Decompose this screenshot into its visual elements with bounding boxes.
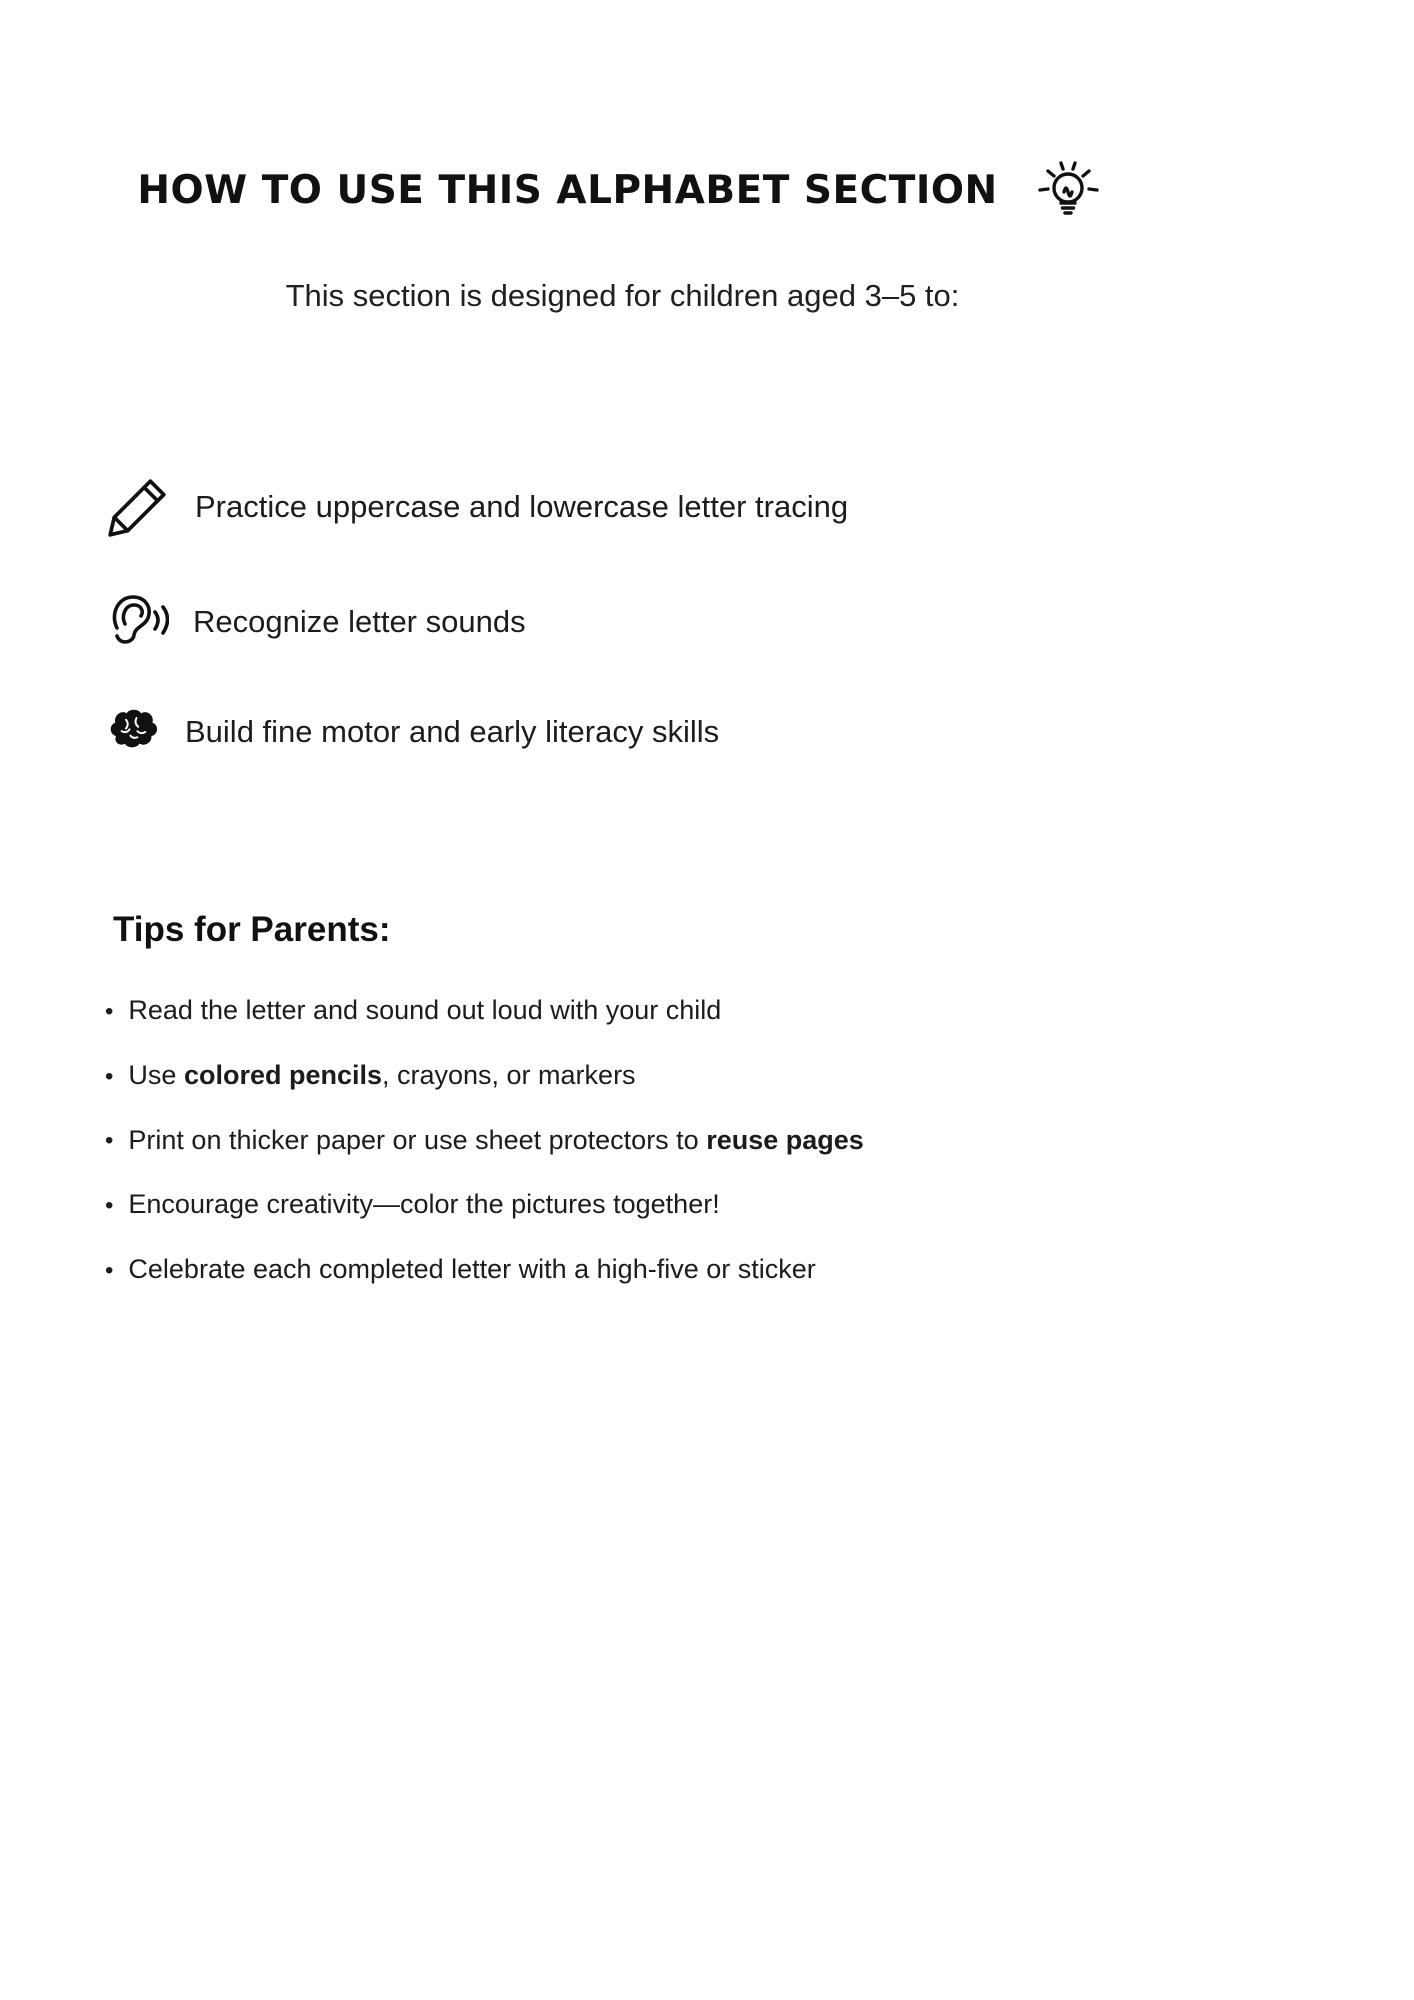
page-subtitle: This section is designed for children aged 3–5 to:: [285, 278, 960, 313]
feature-item-tracing: [105, 474, 1140, 540]
tip-text: Celebrate each completed letter with a high-five or sticker: [128, 1254, 816, 1284]
features-list: [105, 474, 1140, 760]
tips-section: [105, 910, 1140, 1287]
tip-item: [105, 1253, 1140, 1287]
page-title: HOW TO USE THIS ALPHABET SECTION: [137, 167, 998, 213]
feature-item-sounds: [105, 590, 1140, 654]
tips-heading: Tips for Parents:: [113, 910, 391, 949]
bullet-glyph: •: [105, 1062, 114, 1090]
tip-text: Print on thicker paper or use sheet protectors to: [128, 1124, 707, 1155]
feature-label: Practice uppercase and lowercase letter tracing: [195, 489, 849, 524]
tip-text: Encourage creativity—color the pictures together!: [128, 1189, 720, 1220]
tip-item: [105, 994, 1140, 1028]
feature-item-skills: [105, 704, 1140, 760]
pencil-icon: [105, 474, 171, 540]
ear-icon: [105, 590, 169, 654]
tip-item: [105, 1124, 1140, 1158]
tips-list: [105, 994, 1140, 1287]
page-header: [105, 150, 1140, 230]
bullet-glyph: •: [105, 1127, 114, 1155]
content-column: [105, 150, 1140, 1287]
tip-item: [105, 1188, 1140, 1222]
tip-text: Use: [128, 1059, 184, 1090]
tip-text: , crayons, or markers: [382, 1059, 636, 1090]
feature-label: Recognize letter sounds: [193, 604, 526, 639]
brain-icon: [105, 704, 161, 760]
tip-text-bold: reuse pages: [706, 1124, 864, 1155]
tip-item: [105, 1059, 1140, 1093]
tip-text: Read the letter and sound out loud with your child: [128, 995, 722, 1025]
bullet-glyph: •: [105, 1256, 114, 1284]
tip-text-bold: colored pencils: [183, 1059, 382, 1090]
lightbulb-icon: [1028, 150, 1108, 230]
bullet-glyph: •: [105, 997, 114, 1025]
bullet-glyph: •: [105, 1192, 114, 1220]
feature-label: Build fine motor and early literacy skills: [185, 714, 720, 749]
